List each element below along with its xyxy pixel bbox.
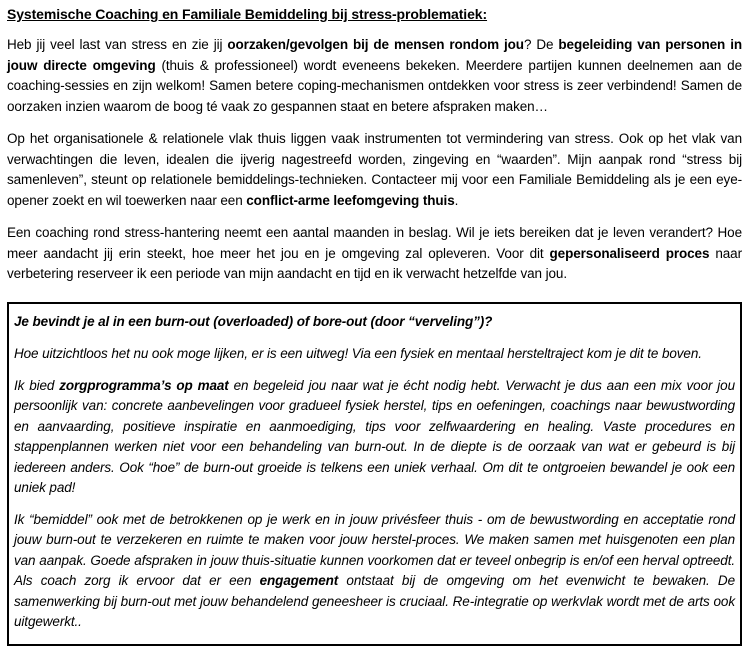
intro-paragraph-3: Een coaching rond stress-hantering neemt een aantal maanden in beslag. Wil je iets bereiken dat je leven verandert? Hoe meer aandacht jij erin steekt, hoe meer het jou en je omgeving zal opleveren. Voor dit gepersonaliseerd proces naar verbetering reserveer ik een periode van mijn aandacht en tijd en ik verwacht hetzelfde van jou.: [7, 225, 742, 281]
burnout-box: [7, 302, 742, 646]
burnout-box-paragraph-2: Ik bied zorgprogramma’s op maat en begeleid jou naar wat je écht nodig hebt. Verwacht je dus aan een mix voor jou persoonlijk van: concrete aanbevelingen voor gradueel fysiek herstel, tips en oefeningen, coachings naar bewustwording en aanvaarding, positieve inspiratie en aanmoediging, tips voor zelfwaardering en healing. Vaste procedures en stappenplannen werken niet voor een behandeling van burn-out. In de diepte is de oorzaak van wat er gebeurd is bij iedereen anders. Ook “hoe” de burn-out groeide is telkens een uniek verhaal. Om dit te ontgroeien bewandel je ook een uniek pad!: [14, 377, 735, 495]
burnout-box-paragraph-1: Hoe uitzichtloos het nu ook moge lijken, er is een uitweg! Via een fysiek en mentaal hersteltraject kom je dit te boven.: [14, 346, 702, 361]
burnout-box-heading: Je bevindt je al in een burn-out (overloaded) of bore-out (door “verveling”)?: [14, 313, 493, 329]
document-title: Systemische Coaching en Familiale Bemiddeling bij stress-problematiek:: [7, 6, 488, 22]
intro-paragraph-2: Op het organisationele & relationele vlak thuis liggen vaak instrumenten tot vermindering van stress. Ook op het vlak van verwachtingen die leven, idealen die ijverig nagestreefd worden, zingeving en “waarden”. Mijn aanpak rond “stress bij samenleven”, steunt op relationele bemiddelings-technieken. Contacteer mij voor een Familiale Bemiddeling als je een eye-opener zoekt en wil toewerken naar een conflict-arme leefomgeving thuis.: [7, 131, 742, 208]
burnout-box-paragraph-3: Ik “bemiddel” ook met de betrokkenen op je werk en in jouw privésfeer thuis - om de bewustwording en acceptatie rond jouw burn-out te verzekeren en ruimte te maken voor jouw herstel-proces. We maken samen met huisgenoten een plan van aanpak. Goede afspraken in jouw thuis-situatie kunnen voorkomen dat er teveel onbegrip is en/of een herval optreedt. Als coach zorg ik ervoor dat er een engagement ontstaat bij de omgeving om het evenwicht te bewaken. De samenwerking bij burn-out met jouw behandelend geneesheer is cruciaal. Re-integratie op werkvlak wordt met de arts ook uitgewerkt..: [14, 511, 735, 629]
intro-paragraph-1: Heb jij veel last van stress en zie jij oorzaken/gevolgen bij de mensen rondom jou? De begeleiding van personen in jouw directe omgeving (thuis & professioneel) wordt eveneens bekeken. Meerdere partijen kunnen deelnemen aan de coaching-sessies en zijn welkom! Samen betere coping-mechanismen ontdekken voor stress is zeer verbindend! Samen de oorzaken inzien waarom de boog té vaak zo gespannen staat en betere afspraken maken…: [7, 37, 742, 114]
